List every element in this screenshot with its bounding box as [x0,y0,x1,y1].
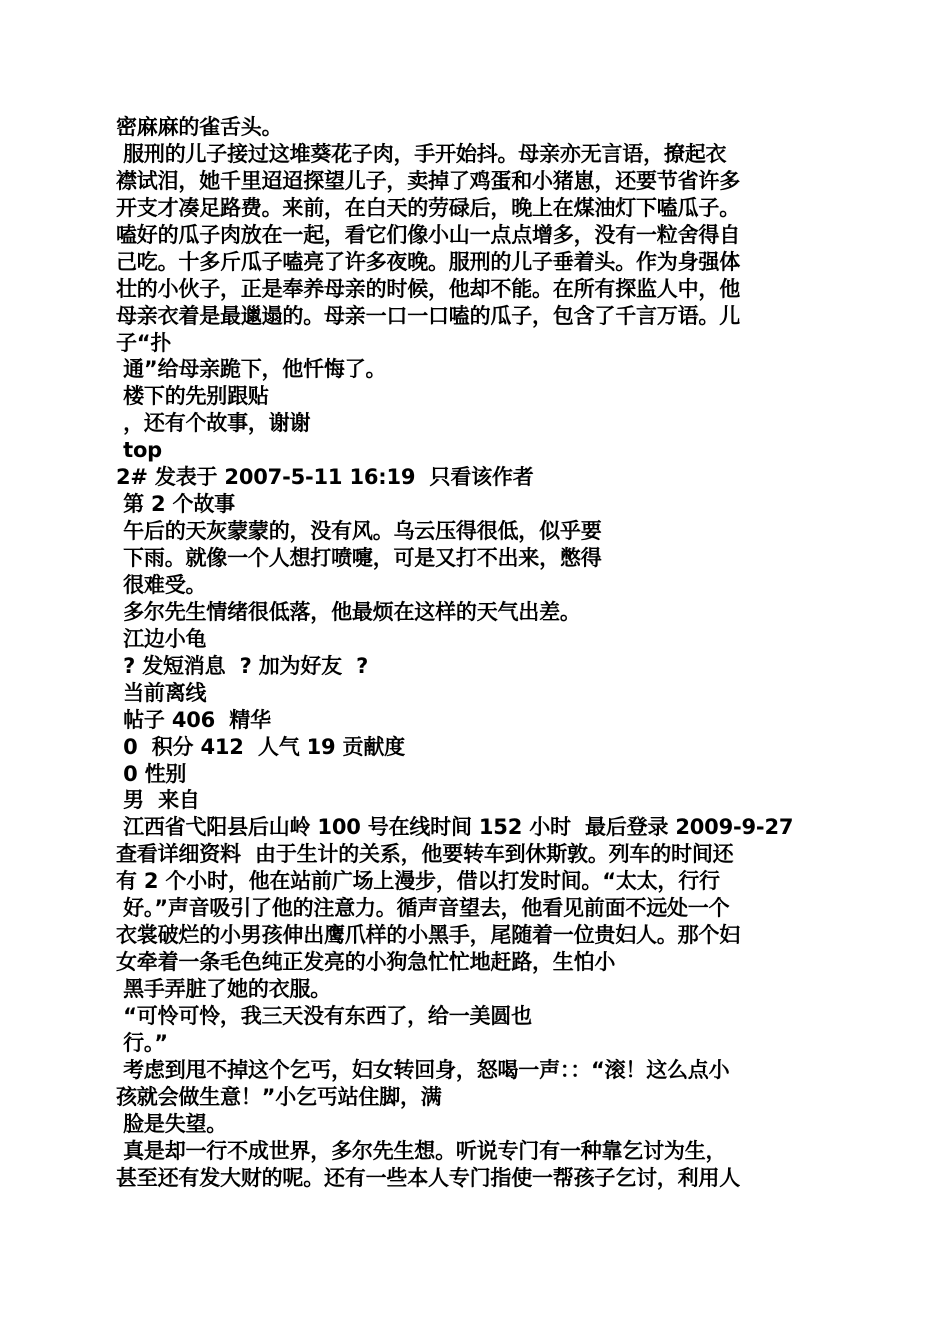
text-line: 考虑到甩不掉这个乞丐，妇女转回身，怒喝一声：：“滚！这么点小 [116,1057,730,1082]
text-line: 好。”声音吸引了他的注意力。循声音望去，他看见前面不远处一个 [116,896,730,921]
text-line: 密麻麻的雀舌头。 [116,115,283,139]
text-line: 女牵着一条毛色纯正发亮的小狗急忙忙地赶路，生怕小 [116,950,616,975]
author-stats: 0 积分 412 人气 19 贡献度 [116,734,405,759]
text-line: 午后的天灰蒙蒙的，没有风。乌云压得很低，似乎要 [116,519,602,544]
text-line: 嗑好的瓜子肉放在一起，看它们像小山一点点增多，没有一粒舍得自 [116,222,740,247]
text-line: 孩就会做生意！”小乞丐站住脚，满 [116,1084,442,1109]
text-line: 己吃。十多斤瓜子嗑亮了许多夜晚。服刑的儿子垂着头。作为身强体 [116,249,740,274]
text-line: 子“扑 [116,330,172,355]
text-line: 行。” [116,1030,168,1055]
text-line: 有 2 个小时，他在站前广场上漫步，借以打发时间。“太太，行行 [116,869,720,894]
text-line: 真是却一行不成世界，多尔先生想。听说专门有一种靠乞讨为生， [116,1138,727,1163]
text-line: 服刑的儿子接过这堆葵花子肉，手开始抖。母亲亦无言语，撩起衣 [116,141,727,166]
text-line: 楼下的先别跟贴 [116,384,269,409]
text-line: 黑手弄脏了她的衣服。 [116,977,332,1001]
text-line: 多尔先生情绪很低落，他最烦在这样的天气出差。 [116,599,581,624]
author-status: 当前离线 [116,680,207,705]
text-line: 襟试泪，她千里迢迢探望儿子，卖掉了鸡蛋和小猪崽，还要节省许多 [116,168,740,193]
text-line: 通”给母亲跪下，他忏悔了。 [116,357,387,382]
text-line: 下雨。就像一个人想打喷嚏，可是又打不出来，憋得 [116,546,602,570]
author-name: 江边小龟 [116,626,207,651]
text-line: 第 2 个故事 [116,492,235,517]
author-actions: ? 发短消息 ? 加为好友 ? [116,653,369,678]
document-body [116,114,840,1192]
text-line: 衣裳破烂的小男孩伸出鹰爪样的小黑手，尾随着一位贵妇人。那个妇 [116,923,740,948]
post-header-line: 2# 发表于 2007-5-11 16:19 只看该作者 [116,465,534,490]
text-line: 脸是失望。 [116,1111,228,1136]
author-stats: 帖子 406 精华 [116,707,271,732]
text-line: 甚至还有发大财的呢。还有一些本人专门指使一帮孩子乞讨，利用人 [116,1165,740,1190]
text-line: 开支才凑足路费。来前，在白天的劳碌后，晚上在煤油灯下嗑瓜子。 [116,195,740,220]
text-line: 很难受。 [116,572,207,597]
text-line: top [116,438,163,463]
text-line: ，还有个故事，谢谢 [116,411,311,436]
text-line: 查看详细资料 由于生计的关系，他要转车到休斯敦。列车的时间还 [116,842,734,867]
text-line: 母亲衣着是最邋遢的。母亲一口一口嗑的瓜子，包含了千言万语。儿 [116,303,740,328]
author-stats: 江西省弋阳县后山岭 100 号在线时间 152 小时 最后登录 2009-9-27 [116,815,794,840]
author-stats: 0 性别 [116,761,187,786]
author-stats: 男 来自 [116,788,200,813]
text-line: 壮的小伙子，正是奉养母亲的时候，他却不能。在所有探监人中，他 [116,276,740,301]
text-line: “可怜可怜，我三天没有东西了，给一美圆也 [116,1003,532,1028]
